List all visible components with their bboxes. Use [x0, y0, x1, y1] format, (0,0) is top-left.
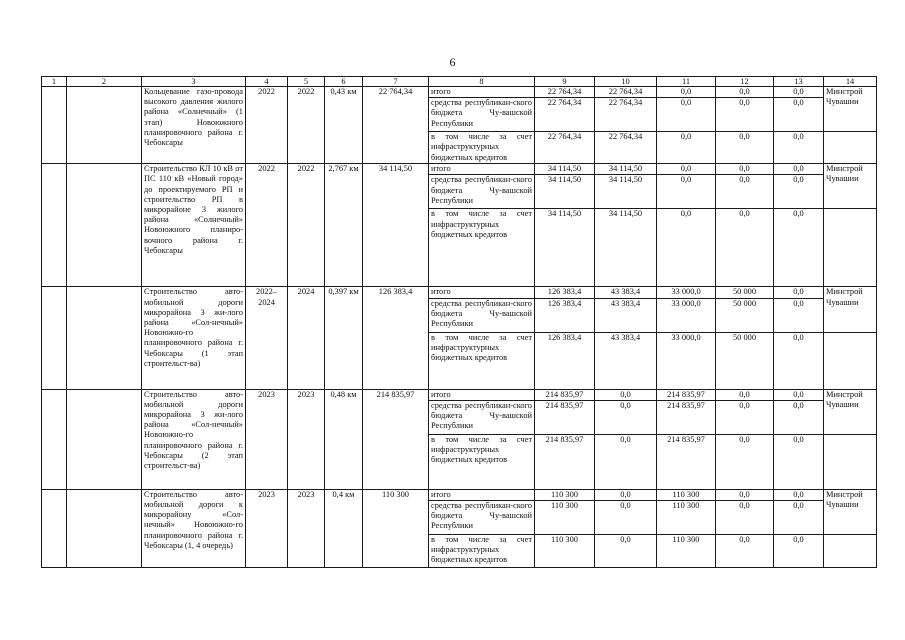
object-type-cell	[67, 164, 142, 287]
funding-value: 0,0	[657, 175, 716, 209]
funding-value: 0,0	[595, 400, 657, 434]
responsible-organization: Минстрой Чувашии	[824, 489, 877, 534]
funding-value: 22 764,34	[595, 132, 657, 164]
funding-source: итого	[429, 389, 535, 400]
project-name: Строительство авто-мобильной дороги микрорайона 3 жи-лого района «Сол-нечный» Новоюжно-го планировочного района г. Чебоксары (2 этап строительст-ва)	[142, 389, 246, 489]
column-header: 2	[67, 77, 142, 87]
funding-source: в том числе за счет инфраструктурных бюджетных кредитов	[429, 209, 535, 287]
funding-value: 0,0	[716, 132, 774, 164]
funding-value: 0,0	[774, 98, 824, 132]
funding-value: 34 114,50	[595, 175, 657, 209]
funding-value: 33 000,0	[657, 298, 716, 332]
funding-value: 0,0	[716, 209, 774, 287]
funding-value: 0,0	[774, 132, 824, 164]
funding-value: 0,0	[716, 164, 774, 175]
table-row	[42, 489, 877, 500]
funding-value: 0,0	[595, 489, 657, 500]
funding-value: 0,0	[657, 98, 716, 132]
end-year: 2023	[288, 489, 325, 567]
funding-value: 33 000,0	[657, 287, 716, 298]
funding-value: 0,0	[595, 535, 657, 568]
column-header: 5	[288, 77, 325, 87]
funding-value: 0,0	[774, 287, 824, 298]
row-number-cell	[42, 287, 67, 389]
funding-value: 0,0	[716, 489, 774, 500]
funding-value: 0,0	[595, 434, 657, 489]
funding-source: итого	[429, 489, 535, 500]
estimated-cost: 22 764,34	[363, 87, 429, 164]
column-header: 11	[657, 77, 716, 87]
row-number-cell	[42, 164, 67, 287]
column-header: 9	[535, 77, 595, 87]
column-header: 10	[595, 77, 657, 87]
row-number-cell	[42, 389, 67, 489]
funding-value: 0,0	[716, 501, 774, 535]
funding-value: 0,0	[774, 489, 824, 500]
funding-value: 34 114,50	[535, 209, 595, 287]
funding-source: средства республикан-ского бюджета Чу-вашской Республики	[429, 400, 535, 434]
funding-source: средства республикан-ского бюджета Чу-вашской Республики	[429, 175, 535, 209]
start-year: 2023	[246, 389, 288, 489]
column-header: 6	[325, 77, 363, 87]
funding-value: 110 300	[535, 535, 595, 568]
funding-value: 110 300	[657, 501, 716, 535]
responsible-organization: Минстрой Чувашии	[824, 389, 877, 434]
object-type-cell	[67, 389, 142, 489]
project-name: Строительство авто-мобильной дороги микрорайона 3 жи-лого района «Сол-нечный» Новоюжно-го планировочного района г. Чебоксары (1 этап строительст-ва)	[142, 287, 246, 389]
funding-value: 22 764,34	[535, 132, 595, 164]
funding-value: 22 764,34	[535, 87, 595, 98]
funding-value: 43 383,4	[595, 298, 657, 332]
capacity: 0,48 км	[325, 389, 363, 489]
funding-value: 34 114,50	[535, 175, 595, 209]
funding-value: 43 383,4	[595, 332, 657, 389]
end-year: 2022	[288, 164, 325, 287]
object-type-cell	[67, 87, 142, 164]
start-year: 2023	[246, 489, 288, 567]
column-header: 3	[142, 77, 246, 87]
funding-value: 126 383,4	[535, 332, 595, 389]
project-name: Кольцевание газо-провода высокого давления жилого района «Солнечный» (1 этап) Новоюжного планировочного района г. Чебоксары	[142, 87, 246, 164]
funding-source: итого	[429, 164, 535, 175]
row-number-cell	[42, 87, 67, 164]
funding-value: 50 000	[716, 298, 774, 332]
funding-value: 126 383,4	[535, 287, 595, 298]
funding-value: 0,0	[716, 87, 774, 98]
funding-value: 214 835,97	[535, 389, 595, 400]
capacity: 0,397 км	[325, 287, 363, 389]
table-row	[42, 287, 877, 298]
estimated-cost: 214 835,97	[363, 389, 429, 489]
capacity: 0,43 км	[325, 87, 363, 164]
funding-source: итого	[429, 87, 535, 98]
funding-value: 110 300	[657, 489, 716, 500]
funding-value: 0,0	[774, 209, 824, 287]
funding-value: 0,0	[774, 535, 824, 568]
capacity: 0,4 км	[325, 489, 363, 567]
funding-value: 0,0	[716, 535, 774, 568]
organization-empty-cell	[824, 209, 877, 287]
funding-value: 0,0	[595, 389, 657, 400]
funding-source: средства республикан-ского бюджета Чу-вашской Республики	[429, 501, 535, 535]
column-header: 14	[824, 77, 877, 87]
project-name: Строительство КЛ 10 кВ от ПС 110 кВ «Новый город» до проектируемого РП и строительство РП в микрорайоне 3 жилого района «Солнечный» Новоюжного планиро-вочного района г. Чебоксары	[142, 164, 246, 287]
funding-source: итого	[429, 287, 535, 298]
funding-value: 0,0	[774, 164, 824, 175]
table-row	[42, 87, 877, 98]
capacity: 2,767 км	[325, 164, 363, 287]
funding-value: 214 835,97	[657, 400, 716, 434]
column-header: 8	[429, 77, 535, 87]
object-type-cell	[67, 287, 142, 389]
funding-value: 214 835,97	[657, 434, 716, 489]
end-year: 2022	[288, 87, 325, 164]
organization-empty-cell	[824, 535, 877, 568]
investment-table	[41, 76, 877, 568]
funding-value: 0,0	[774, 400, 824, 434]
funding-value: 0,0	[716, 400, 774, 434]
column-header: 13	[774, 77, 824, 87]
responsible-organization: Минстрой Чувашии	[824, 87, 877, 132]
funding-value: 0,0	[774, 434, 824, 489]
funding-value: 0,0	[716, 434, 774, 489]
funding-source: средства республикан-ского бюджета Чу-вашской Республики	[429, 298, 535, 332]
funding-value: 0,0	[716, 389, 774, 400]
funding-value: 110 300	[535, 501, 595, 535]
funding-value: 0,0	[774, 389, 824, 400]
end-year: 2023	[288, 389, 325, 489]
funding-value: 0,0	[774, 332, 824, 389]
project-name: Строительство авто-мобильной дороги к микрорайону «Сол-нечный» Новоюжно-го планировочного района г. Чебоксары (1, 4 очередь)	[142, 489, 246, 567]
end-year: 2024	[288, 287, 325, 389]
funding-value: 0,0	[657, 209, 716, 287]
funding-value: 22 764,34	[595, 87, 657, 98]
funding-value: 33 000,0	[657, 332, 716, 389]
start-year: 2022	[246, 87, 288, 164]
funding-value: 0,0	[774, 298, 824, 332]
funding-value: 0,0	[657, 164, 716, 175]
funding-source: в том числе за счет инфраструктурных бюджетных кредитов	[429, 434, 535, 489]
organization-empty-cell	[824, 332, 877, 389]
funding-value: 214 835,97	[535, 434, 595, 489]
funding-value: 22 764,34	[535, 98, 595, 132]
funding-value: 0,0	[657, 132, 716, 164]
table-row	[42, 389, 877, 400]
funding-value: 34 114,50	[595, 209, 657, 287]
funding-value: 0,0	[774, 87, 824, 98]
funding-source: в том числе за счет инфраструктурных бюджетных кредитов	[429, 332, 535, 389]
column-header: 7	[363, 77, 429, 87]
funding-source: средства республикан-ского бюджета Чу-вашской Республики	[429, 98, 535, 132]
column-header: 1	[42, 77, 67, 87]
estimated-cost: 110 300	[363, 489, 429, 567]
start-year: 2022	[246, 164, 288, 287]
funding-value: 0,0	[774, 175, 824, 209]
column-number-row	[42, 77, 877, 87]
organization-empty-cell	[824, 132, 877, 164]
estimated-cost: 126 383,4	[363, 287, 429, 389]
funding-value: 50 000	[716, 287, 774, 298]
estimated-cost: 34 114,50	[363, 164, 429, 287]
funding-value: 22 764,34	[595, 98, 657, 132]
funding-value: 214 835,97	[657, 389, 716, 400]
funding-source: в том числе за счет инфраструктурных бюджетных кредитов	[429, 132, 535, 164]
funding-value: 43 383,4	[595, 287, 657, 298]
column-header: 12	[716, 77, 774, 87]
funding-value: 110 300	[657, 535, 716, 568]
funding-value: 110 300	[535, 489, 595, 500]
funding-value: 214 835,97	[535, 400, 595, 434]
funding-value: 126 383,4	[535, 298, 595, 332]
responsible-organization: Минстрой Чувашии	[824, 287, 877, 332]
object-type-cell	[67, 489, 142, 567]
responsible-organization: Минстрой Чувашии	[824, 164, 877, 209]
column-header: 4	[246, 77, 288, 87]
funding-value: 0,0	[716, 175, 774, 209]
page-number: 6	[449, 55, 456, 69]
funding-value: 0,0	[774, 501, 824, 535]
start-year: 2022–2024	[246, 287, 288, 389]
funding-value: 50 000	[716, 332, 774, 389]
table-row	[42, 164, 877, 175]
funding-value: 34 114,50	[535, 164, 595, 175]
funding-value: 0,0	[595, 501, 657, 535]
organization-empty-cell	[824, 434, 877, 489]
funding-value: 0,0	[657, 87, 716, 98]
row-number-cell	[42, 489, 67, 567]
funding-source: в том числе за счет инфраструктурных бюджетных кредитов	[429, 535, 535, 568]
funding-value: 34 114,50	[595, 164, 657, 175]
funding-value: 0,0	[716, 98, 774, 132]
